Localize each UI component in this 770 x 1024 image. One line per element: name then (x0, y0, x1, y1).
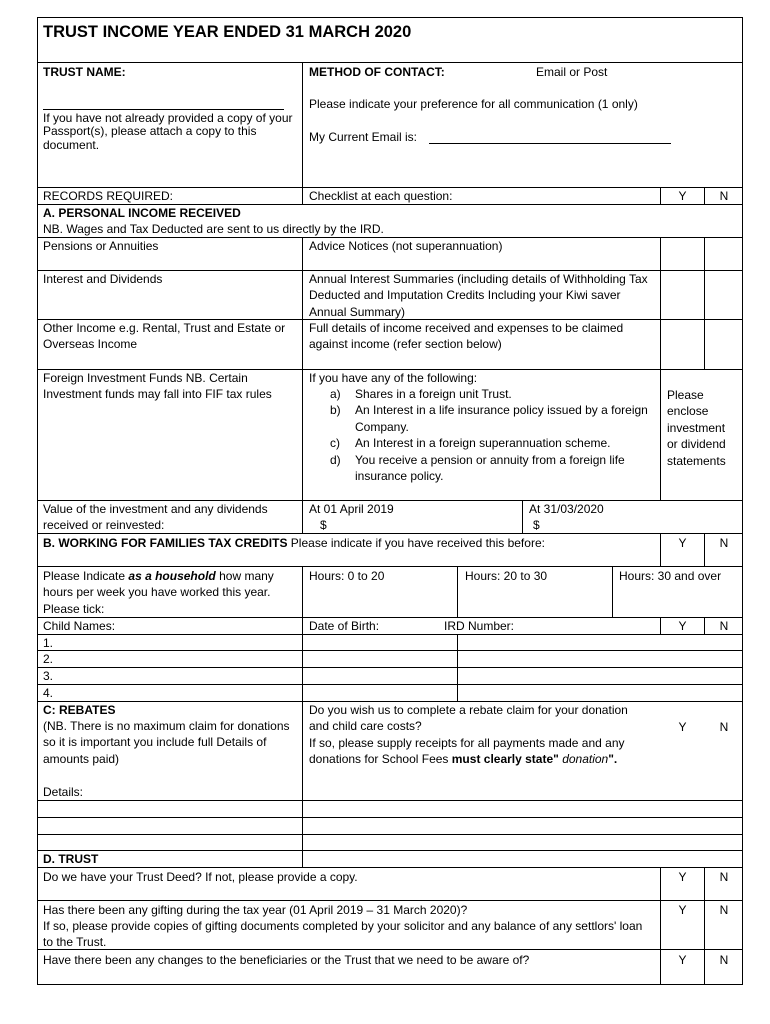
child-row-2: 2. (43, 652, 54, 666)
hours-option-20-30: Hours: 20 to 30 (465, 569, 548, 583)
child-row-3: 3. (43, 669, 54, 683)
fif-note: Please enclose investment or dividend statements (667, 388, 726, 468)
rebate-no: N (719, 720, 729, 734)
value-start-label: At 01 April 2019 (309, 502, 394, 516)
section-b-title: B. WORKING FOR FAMILIES TAX CREDITS Please indicate if you have received this before: (43, 536, 545, 550)
section-d-title: D. TRUST (43, 852, 99, 866)
section-a-title: A. PERSONAL INCOME RECEIVED (43, 206, 241, 220)
value-end-label: At 31/03/2020 (529, 502, 604, 516)
other-income-label: Other Income e.g. Rental, Trust and Estate or Overseas Income (43, 321, 286, 352)
passport-note: If you have not already provided a copy of your Passport(s), please attach a copy to this document. (43, 111, 293, 152)
list-item: a) Shares in a foreign unit Trust. (330, 387, 512, 401)
fif-label: Foreign Investment Funds NB. Certain Investment funds may fall into FIF tax rules (43, 371, 272, 402)
section-c-title: C: REBATES (43, 703, 116, 717)
no-header: N (719, 189, 729, 203)
dob-label: Date of Birth: (309, 619, 380, 633)
gifting-note: If so, please provide copies of gifting documents completed by your solicitor and any balance of any settlors' loan to the Trust. (43, 919, 643, 950)
form-frame (37, 17, 743, 985)
fif-intro: If you have any of the following: (309, 371, 478, 385)
section-b-no: N (719, 536, 729, 550)
hours-option-0-20: Hours: 0 to 20 (309, 569, 385, 583)
trust-name-label: TRUST NAME: (43, 65, 126, 79)
interest-label: Interest and Dividends (43, 272, 163, 286)
rebate-question: Do you wish us to complete a rebate claim for your donation and child care costs? (309, 703, 628, 734)
ird-label: IRD Number: (444, 619, 515, 633)
child-row-4: 4. (43, 686, 54, 700)
gifting-question: Has there been any gifting during the tax year (01 April 2019 – 31 March 2020)? (43, 903, 468, 917)
beneficiaries-yes: Y (678, 953, 687, 967)
interest-detail: Annual Interest Summaries (including details of Withholding Tax Deducted and Imputation Credits Including your Kiwi saver Annual Summary) (309, 272, 648, 319)
other-income-detail: Full details of income received and expenses to be claimed against income (refer section below) (309, 321, 624, 352)
deed-yes: Y (678, 870, 687, 884)
rebate-yes: Y (678, 720, 687, 734)
gifting-yes: Y (678, 903, 687, 917)
value-end-currency: $ (533, 518, 540, 532)
section-c-note: (NB. There is no maximum claim for donations so it is important you include full Details of amounts paid) (43, 719, 290, 766)
child-row-1: 1. (43, 636, 54, 650)
beneficiaries-question: Have there been any changes to the beneficiaries or the Trust that we need to be aware of? (43, 953, 530, 967)
list-item: d) You receive a pension or annuity from a foreign life insurance policy. (330, 452, 625, 484)
child-names-label: Child Names: (43, 619, 116, 633)
method-of-contact-label: METHOD OF CONTACT: (309, 65, 445, 79)
yes-header: Y (678, 189, 687, 203)
value-label: Value of the investment and any dividends received or reinvested: (43, 502, 268, 533)
deed-no: N (719, 870, 729, 884)
records-required-label: RECORDS REQUIRED: (43, 189, 174, 203)
hours-option-30-plus: Hours: 30 and over (619, 569, 722, 583)
preference-note: Please indicate your preference for all communication (1 only) (309, 97, 638, 111)
page-title: TRUST INCOME YEAR ENDED 31 MARCH 2020 (43, 23, 412, 41)
beneficiaries-no: N (719, 953, 729, 967)
pensions-label: Pensions or Annuities (43, 239, 159, 253)
checklist-label: Checklist at each question: (309, 189, 453, 203)
gifting-no: N (719, 903, 729, 917)
value-start-currency: $ (320, 518, 327, 532)
details-label: Details: (43, 785, 84, 799)
method-of-contact-value: Email or Post (536, 65, 608, 79)
email-label: My Current Email is: (309, 130, 418, 144)
trust-deed-question: Do we have your Trust Deed? If not, please provide a copy. (43, 870, 358, 884)
list-item: c) An Interest in a foreign superannuation scheme. (330, 436, 611, 451)
section-a-note: NB. Wages and Tax Deducted are sent to us directly by the IRD. (43, 222, 384, 236)
section-b-yes: Y (678, 536, 687, 550)
pensions-detail: Advice Notices (not superannuation) (309, 239, 503, 253)
fif-list (309, 386, 653, 484)
child-yes: Y (678, 619, 687, 633)
hours-question: Please Indicate as a household how many hours per week you have worked this year. Please tick: (43, 569, 274, 616)
rebate-receipts-note: If so, please supply receipts for all payments made and any donations for School Fees must clearly state" donation". (309, 736, 625, 767)
list-item: b) An Interest in a life insurance policy issued by a foreign Company. (330, 403, 648, 434)
child-no: N (719, 619, 729, 633)
